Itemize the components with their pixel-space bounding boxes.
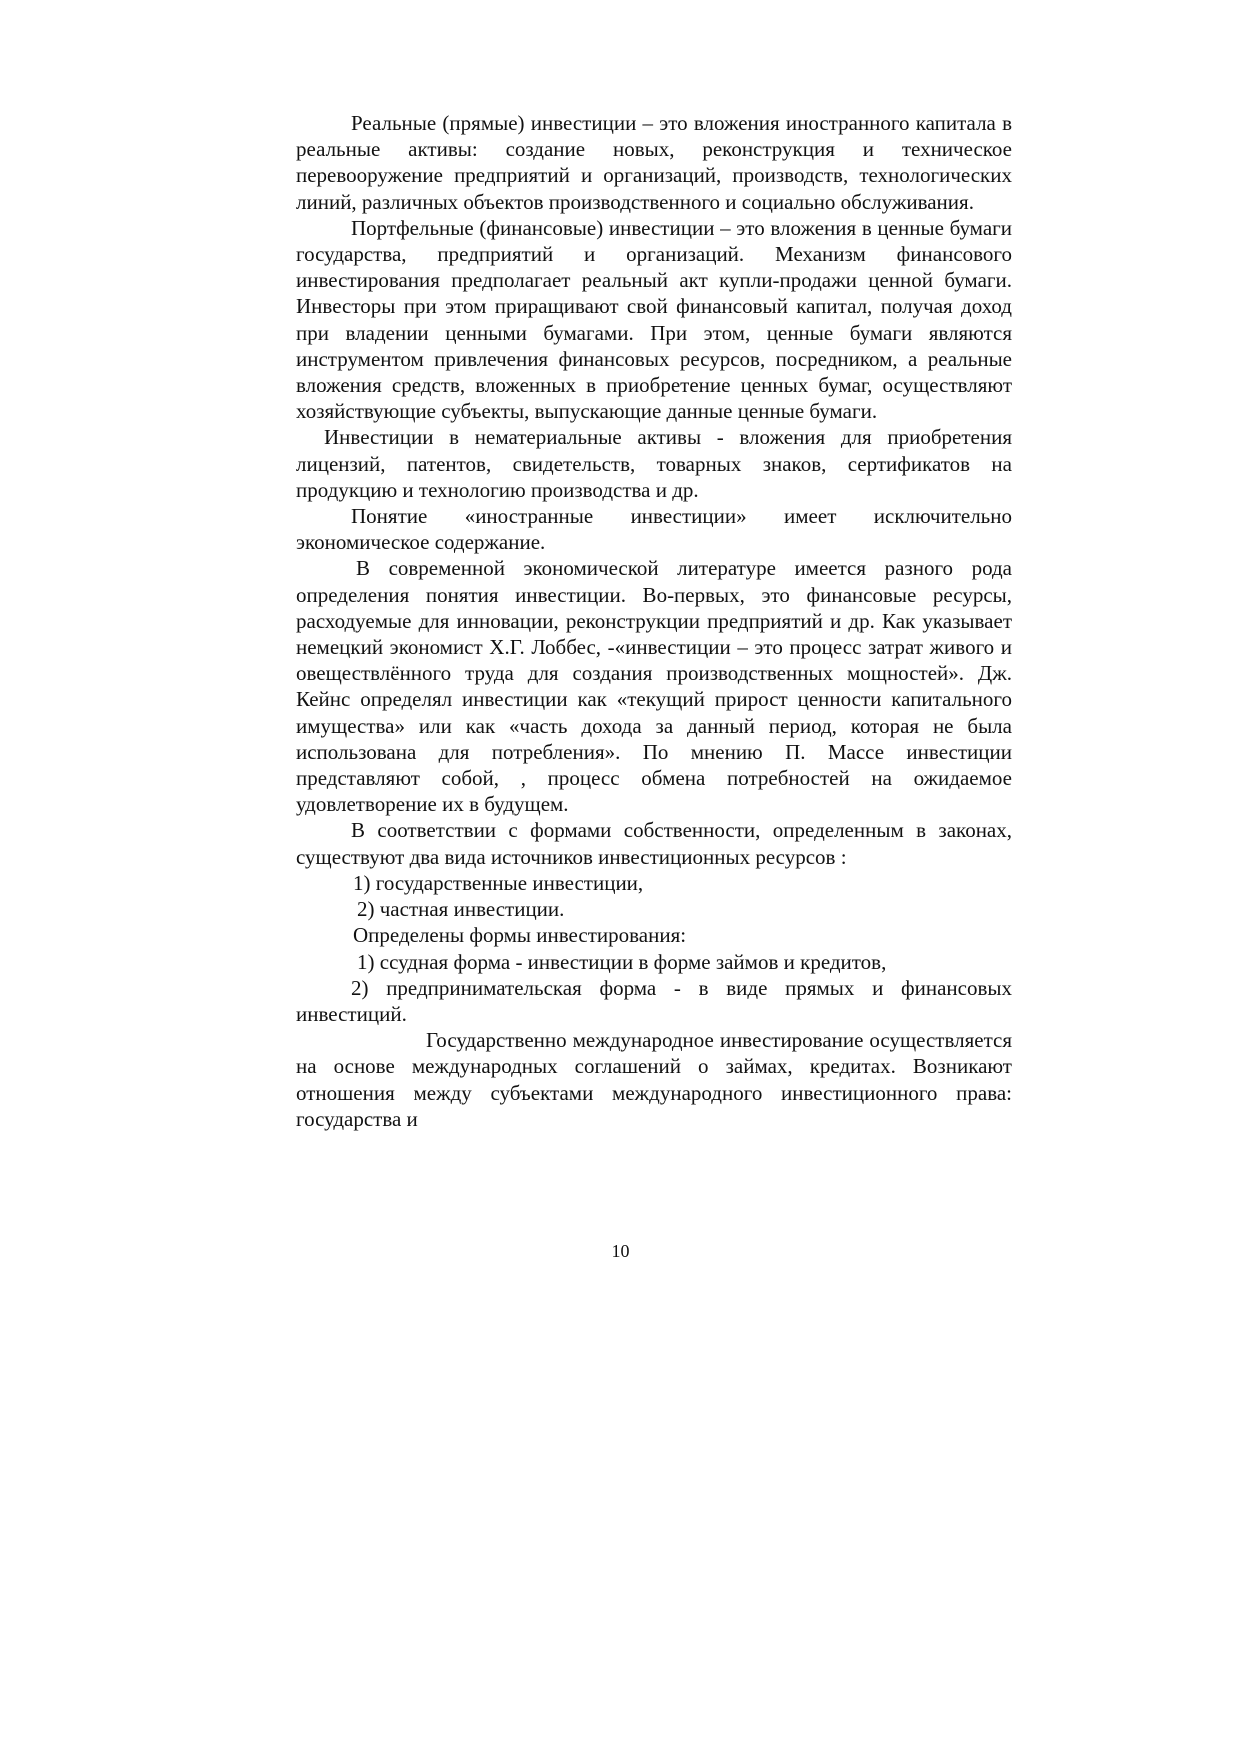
body-text [296, 110, 1012, 1132]
list-item-loan-form: 1) ссудная форма - инвестиции в форме займов и кредитов, [357, 949, 887, 974]
list-item-state-investments: 1) государственные инвестиции, [353, 870, 644, 895]
paragraph-investment-definitions: В современной экономической литературе имеется разного рода определения понятия инвестиции. Во-первых, это финансовые ресурсы, расходуемые для инновации, реконструкции предприятий и др. Как указывает немецкий экономист Х.Г. Лоббес, -«инвестиции – это процесс затрат живого и овеществлённого труда для создания производственных мощностей». Дж. Кейнс определял инвестиции как «текущий прирост ценности капитального имущества» или как «часть дохода за данный период, которая не была использована для потребления». По мнению П. Массе инвестиции представляют собой, , процесс обмена потребностей на ожидаемое удовлетворение их в будущем. [296, 556, 1012, 817]
paragraph-portfolio-investments: Портфельные (финансовые) инвестиции – это вложения в ценные бумаги государства, предприятий и организаций. Механизм финансового инвестирования предполагает реальный акт купли-продажи ценной бумаги. Инвесторы при этом приращивают свой финансовый капитал, получая доход при владении ценными бумагами. При этом, ценные бумаги являются инструментом привлечения финансовых ресурсов, посредником, а реальные вложения средств, вложенных в приобретение ценных бумаг, осуществляют хозяйствующие субъекты, выпускающие данные ценные бумаги. [296, 215, 1012, 424]
paragraph-investment-forms-heading: Определены формы инвестирования: [353, 923, 687, 948]
paragraph-real-investments: Реальные (прямые) инвестиции – это вложения иностранного капитала в реальные активы: создание новых, реконструкция и техническое перевооружение предприятий и организаций, производств, технологических линий, различных объектов производственного и социально обслуживания. [296, 111, 1012, 214]
paragraph-international-investment: Государственно международное инвестирование осуществляется на основе международных соглашений о займах, кредитах. Возникают отношения между субъектами международного инвестиционного права: государства и [296, 1028, 1012, 1131]
page-number: 10 [611, 1241, 630, 1261]
paragraph-ownership-forms: В соответствии с формами собственности, определенным в законах, существуют два вида источников инвестиционных ресурсов : [296, 818, 1012, 869]
paragraph-foreign-investments-concept: Понятие «иностранные инвестиции» имеет исключительно экономическое содержание. [296, 504, 1012, 555]
list-item-private-investments: 2) частная инвестиции. [357, 897, 565, 922]
list-item-entrepreneurial-form: 2) предпринимательская форма - в виде прямых и финансовых инвестиций. [296, 975, 1012, 1026]
paragraph-intangible-investments: Инвестиции в нематериальные активы - вложения для приобретения лицензий, патентов, свидетельств, товарных знаков, сертификатов на продукцию и технологию производства и др. [296, 425, 1012, 502]
